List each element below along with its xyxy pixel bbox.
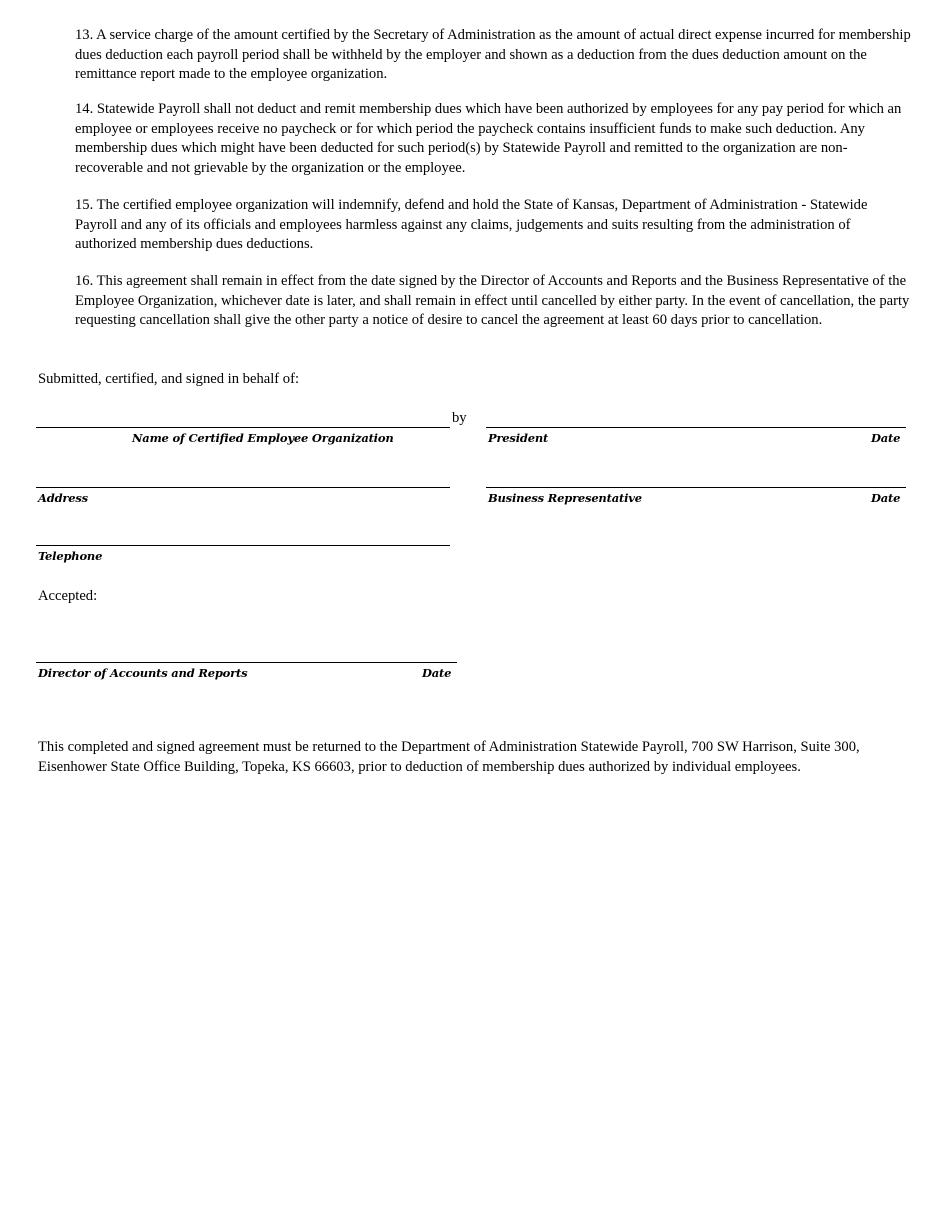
by-text: by (452, 410, 467, 426)
president-label: President (488, 431, 549, 445)
business-representative-label: Business Representative (488, 491, 642, 505)
clause-15: 15. The certified employee organization will indemnify, defend and hold the State of Kansas, Department of Administration - Statewide Payroll and any of its officials and employees harmless against any claims, judgements and suits resulting from the administration of authorized membership dues deductions. (75, 197, 868, 253)
clause-13: 13. A service charge of the amount certified by the Secretary of Administration as the amount of actual direct expense incurred for membership dues deduction each payroll period shall be withheld by the employer and shown as a deduction from the dues deduction amount on the remittance report made to the employee organization. (75, 27, 911, 83)
clause-16: 16. This agreement shall remain in effect from the date signed by the Director of Accounts and Reports and the Business Representative of the Employee Organization, whichever date is later, and shall remain in effect until cancelled by either party. In the event of cancellation, the party requesting cancellation shall give the other party a notice of desire to cancel the agreement at least 60 days prior to cancellation. (75, 273, 910, 329)
organization-name-label: Name of Certified Employee Organization (132, 431, 394, 445)
business-representative-date-label: Date (871, 491, 901, 505)
clause-14: 14. Statewide Payroll shall not deduct and remit membership dues which have been authorized by employees for any pay period for which an employee or employees receive no paycheck or for which period the paycheck contains insufficient funds to make such deduction. Any membership dues which might have been deducted for such period(s) by Statewide Payroll and remitted to the organization are non-recoverable and not grievable by the organization or the employee. (75, 101, 902, 176)
telephone-line[interactable] (36, 545, 450, 546)
address-label: Address (38, 491, 88, 505)
organization-name-line[interactable] (36, 427, 450, 428)
director-date-label: Date (422, 666, 452, 680)
accepted-label: Accepted: (38, 588, 98, 604)
president-date-label: Date (871, 431, 901, 445)
submitted-statement: Submitted, certified, and signed in behalf of: (38, 371, 299, 387)
business-representative-signature-line[interactable] (486, 487, 906, 488)
president-signature-line[interactable] (486, 427, 906, 428)
return-instructions: This completed and signed agreement must be returned to the Department of Administration Statewide Payroll, 700 SW Harrison, Suite 300, Eisenhower State Office Building, Topeka, KS 66603, prior to deduction of membership dues authorized by individual employees. (38, 739, 860, 775)
telephone-label: Telephone (38, 549, 103, 563)
director-label: Director of Accounts and Reports (38, 666, 248, 680)
address-line[interactable] (36, 487, 450, 488)
director-signature-line[interactable] (36, 662, 457, 663)
